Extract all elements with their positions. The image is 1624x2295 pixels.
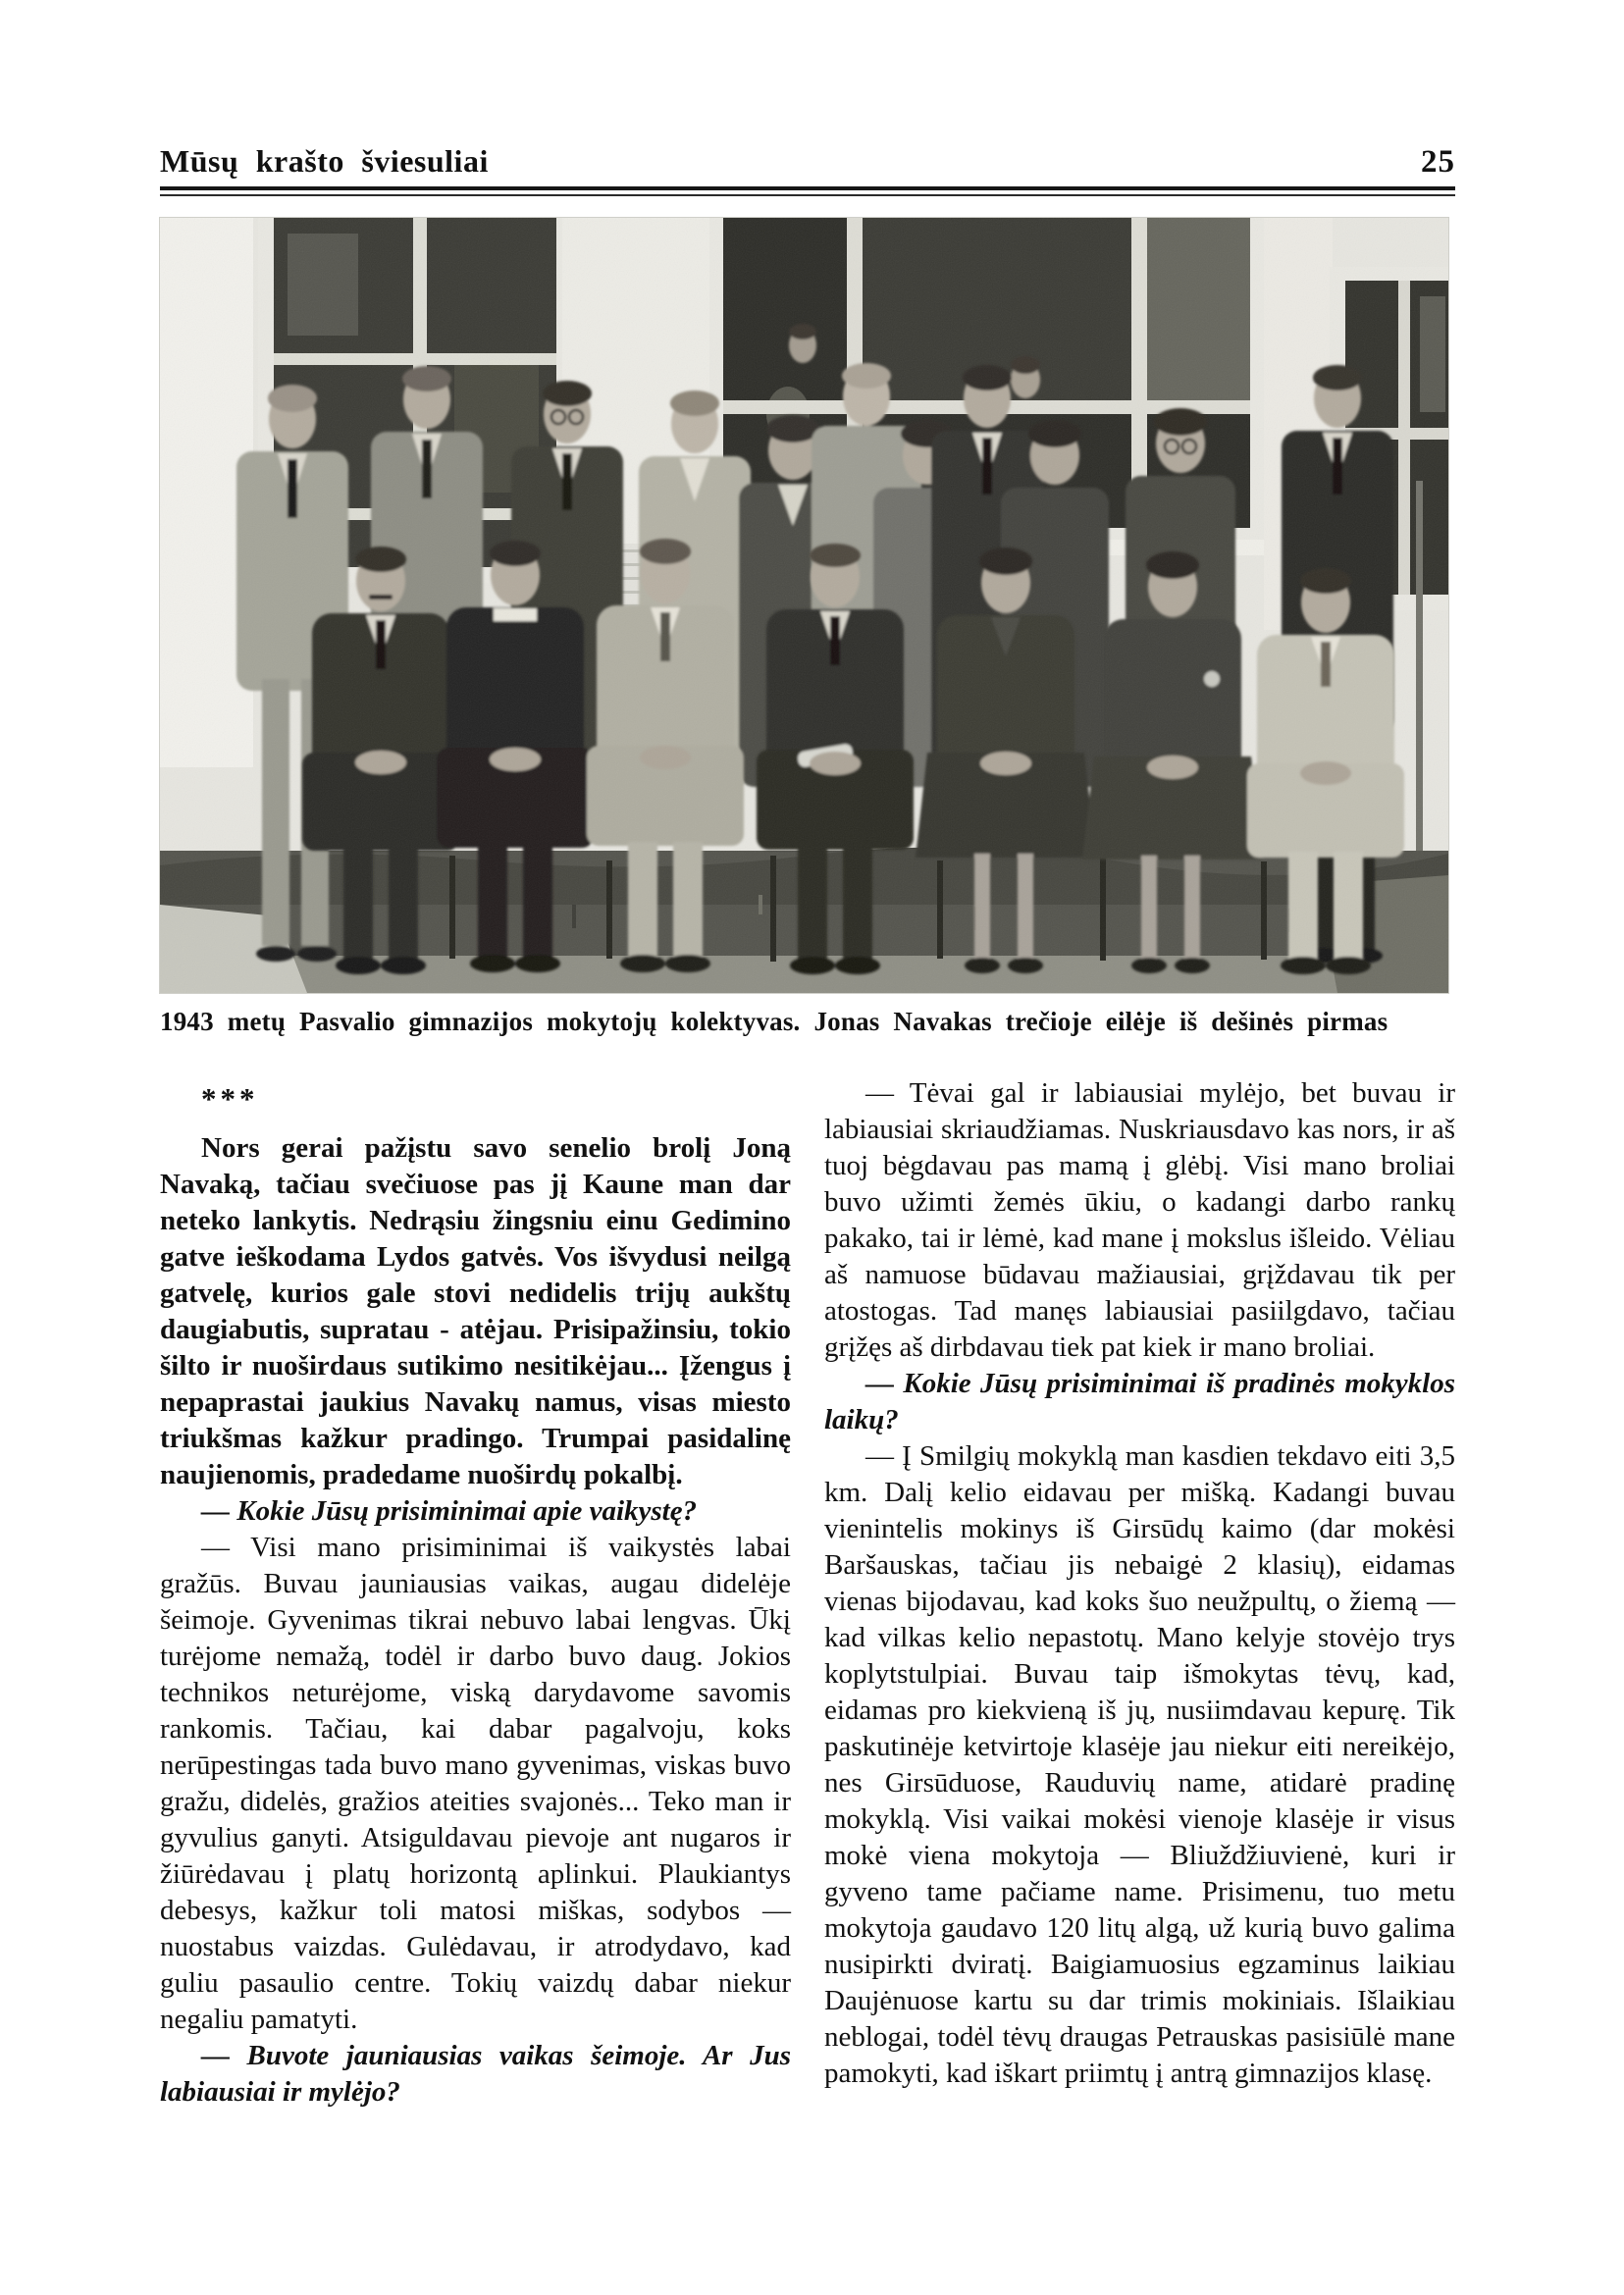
section-mark: *** bbox=[201, 1081, 259, 1116]
question-childhood: — Kokie Jūsų prisiminimai apie vaikystę? bbox=[201, 1495, 698, 1527]
left-column bbox=[160, 1075, 791, 2111]
intro-paragraph: Nors gerai pažįstu savo senelio brolį Joną Navaką, tačiau svečiuose pas jį Kaune man dar neteko lankytis. Nedrąsiu žingsniu einu Gedimino gatve ieškodama Lydos gatvės. Vos išvydusi neilgą gatvelę, kurios gale stovi nedidelis trijų aukštų daugiabutis, supratau - atėjau. Prisipažinsiu, tokio šilto ir nuoširdaus sutikimo nesitikėjau... Įžengus į nepaprastai jaukius Navakų namus, visas miesto triukšmas kažkur pradingo. Trumpai pasidalinę naujienomis, pradedame nuoširdų pokalbį. bbox=[160, 1132, 791, 1490]
group-photo bbox=[160, 218, 1448, 993]
question-school: — Kokie Jūsų prisiminimai iš pradinės mokyklos laikų? bbox=[824, 1368, 1455, 1435]
answer-school: — Į Smilgių mokyklą man kasdien tekdavo eiti 3,5 km. Dalį kelio eidavau per mišką. Kadangi buvau vienintelis mokinys iš Girsūdų kaimo (dar mokėsi Baršauskas, tačiau jis nebaigė 2 klasių), eidamas vienas bijodavau, kad koks šuo neužpultų, o žiemą — kad vilkas kelio nepastotų. Mano kelyje stovėjo trys koplytstulpiai. Buvau taip išmokytas tėvų, kad, eidamas pro kiekvieną iš jų, nusiimdavau kepurę. Tik paskutinėje ketvirtoje klasėje jau niekur eiti nereikėjo, nes Girsūduose, Rauduvių name, atidarė pradinę mokyklą. Visi vaikai mokėsi vienoje klasėje ir visus mokė viena mokytoja — Bliuždžiuvienė, kuri ir gyveno tame pačiame name. Prisimenu, tuo metu mokytoja gaudavo 120 litų algą, už kurią buvo galima nusipirkti dviratį. Baigiamuosius egzaminus laikiau Daujėnuose kartu su dar trimis mokiniais. Išlaikiau neblogai, todėl tėvų draugas Petrauskas pasisiūlė mane pamokyti, kad iškart priimtų į antrą gimnazijos klasę. bbox=[824, 1440, 1455, 2089]
right-column bbox=[824, 1075, 1455, 2111]
photo-grain bbox=[160, 218, 1448, 993]
question-youngest: — Buvote jauniausias vaikas šeimoje. Ar Jus labiausiai ir mylėjo? bbox=[160, 2040, 791, 2108]
answer-youngest: — Tėvai gal ir labiausiai mylėjo, bet buvau ir labiausiai skriaudžiamas. Nuskriausdavo kas nors, ir aš tuoj bėgdavau pas mamą į glėbį. Visi mano broliai buvo užimti žemės ūkiu, o kadangi darbo rankų pakako, tai ir lėmė, kad mane į mokslus išleido. Vėliau aš namuose būdavau mažiausiai, grįždavau tik per atostogas. Tad manęs labiausiai pasiilgdavo, tačiau grįžęs aš dirbdavau tiek pat kiek ir mano broliai. bbox=[824, 1077, 1455, 1363]
answer-childhood: — Visi mano prisiminimai iš vaikystės labai gražūs. Buvau jauniausias vaikas, augau didelėje šeimoje. Gyvenimas tikrai nebuvo labai lengvas. Ūkį turėjome nemažą, todėl ir darbo buvo daug. Jokios technikos neturėjome, viską darydavome savomis rankomis. Tačiau, kai dabar pagalvoju, koks nerūpestingas tada buvo mano gyvenimas, viskas buvo gražu, didelės, gražios ateities svajonės... Teko man ir gyvulius ganyti. Atsiguldavau pievoje ant nugaros ir žiūrėdavau į platų horizontą aplinkui. Plaukiantys debesys, kažkur toli matosi miškas, sodybos — nuostabus vaizdas. Gulėdavau, ir atrodydavo, kad guliu pasaulio centre. Tokių vaizdų dabar niekur negaliu pamatyti. bbox=[160, 1532, 791, 2035]
header-rule bbox=[160, 186, 1455, 196]
group-photo-illustration bbox=[160, 218, 1448, 993]
article-columns bbox=[160, 1075, 1455, 2111]
photo-caption: 1943 metų Pasvalio gimnazijos mokytojų kolektyvas. Jonas Navakas trečioje eilėje iš dešinės pirmas bbox=[160, 1007, 1388, 1036]
page-title: Mūsų krašto šviesuliai bbox=[160, 143, 489, 179]
page-number: 25 bbox=[1421, 144, 1455, 180]
page-header bbox=[160, 143, 1455, 181]
